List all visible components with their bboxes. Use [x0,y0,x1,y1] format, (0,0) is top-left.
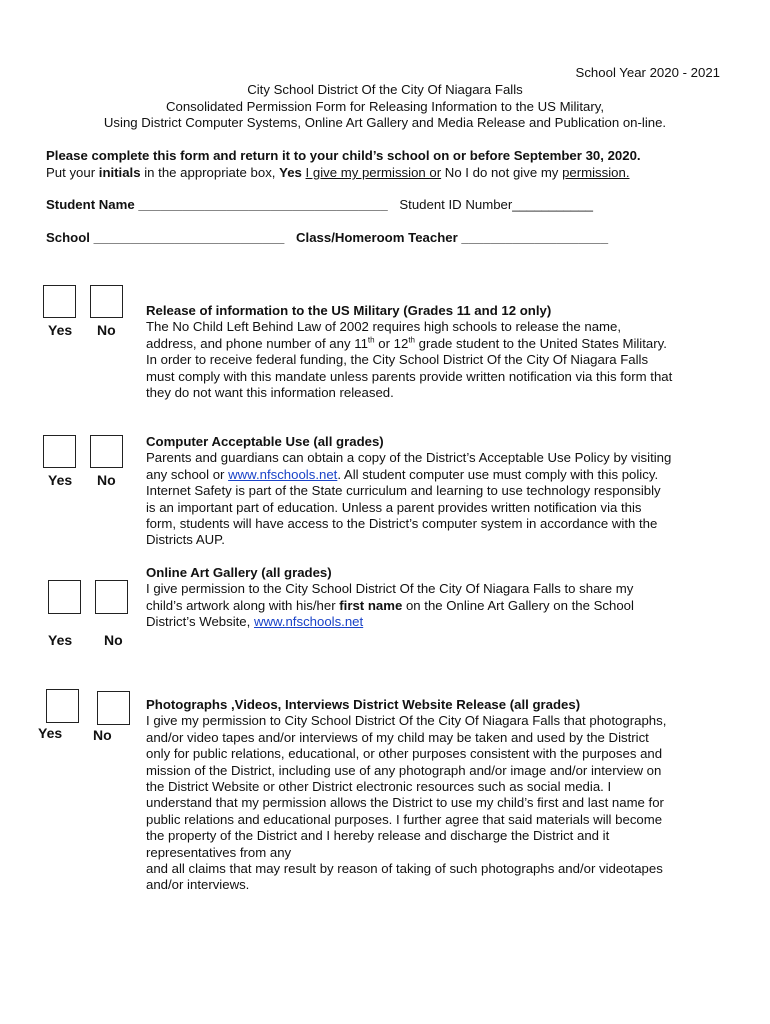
military-sup: th [408,335,415,345]
media-line: understand that my permission allows the District to use my child’s first and last name for [146,795,664,811]
art-yes-checkbox[interactable] [48,580,81,614]
media-line: public relations and educational purposes. I further agree that said materials will become [146,811,663,827]
art-yes-label: Yes [48,632,73,648]
instr-give: I give my permission or [305,165,442,180]
military-yes-label: Yes [48,322,73,338]
computer-yes-checkbox[interactable] [43,435,76,468]
military-sup: th [367,335,375,345]
art-line [146,598,716,614]
military-heading: Release of information to the US Military (Grades 11 and 12 only) [146,303,552,318]
media-yes-label: Yes [38,725,63,741]
instr-in-box: in the appropriate box, [140,165,280,180]
military-yes-checkbox[interactable] [43,285,76,318]
student-name-field[interactable]: Student Name __________________________________ [46,197,388,212]
art-text: District’s Website, [146,614,254,630]
computer-no-label: No [97,472,116,488]
art-line: I give permission to the City School District Of the City Of Niagara Falls to share my [146,581,634,597]
nfschools-link[interactable]: www.nfschools.net [253,614,364,630]
military-line [146,336,716,352]
media-line: mission of the District, including use of any photograph and/or image and/or interview on [146,762,662,778]
military-text: address, and phone number of any 11 [146,335,368,351]
computer-text: . All student computer use must comply with this policy. [337,466,659,482]
military-no-checkbox[interactable] [90,285,123,318]
form-title [0,82,770,132]
military-line: must comply with this mandate unless parents provide written notification via this form that [146,368,673,384]
military-line: they do not want this information released. [146,385,394,401]
military-section [146,303,716,401]
media-no-checkbox[interactable] [97,691,130,725]
media-line: and/or interviews. [146,877,250,893]
military-text: grade student to the United States Military. [414,335,667,351]
instr-initials: initials [98,165,141,180]
instructions [46,147,641,181]
art-heading: Online Art Gallery (all grades) [146,565,332,580]
media-line: and all claims that may result by reason of taking of such photographs and/or videotapes [146,861,663,877]
title-line-2: Consolidated Permission Form for Releasing Information to the US Military, [165,98,605,114]
art-section [146,565,716,631]
art-no-label: No [104,632,123,648]
media-line: only for public relations, educational, or other purposes consistent with the purposes and [146,746,663,762]
media-line: and/or video tapes and/or interviews of my child may be taken and used by the District [146,729,649,745]
art-text: child’s artwork along with his/her [146,597,340,613]
instr-no-text: No I do not give my [441,165,563,180]
instructions-initials [46,164,641,181]
computer-section [146,434,716,549]
computer-line: is an important part of education. Unless a parent provides written notification via this [146,499,642,515]
art-no-checkbox[interactable] [95,580,128,614]
school-field[interactable]: School __________________________ [46,230,285,245]
computer-no-checkbox[interactable] [90,435,123,468]
military-line: The No Child Left Behind Law of 2002 requires high schools to release the name, [146,319,622,335]
media-section [146,697,716,894]
nfschools-link[interactable]: www.nfschools.net [228,466,338,482]
instructions-deadline: Please complete this form and return it to your child’s school on or before September 30, 2020. [46,148,641,163]
art-text: on the Online Art Gallery on the School [402,597,634,613]
art-text-bold: first name [339,597,403,613]
media-heading: Photographs ,Videos, Interviews District Website Release (all grades) [146,697,581,712]
military-no-label: No [97,322,116,338]
instr-put-your: Put your [46,165,99,180]
media-yes-checkbox[interactable] [46,689,79,723]
computer-line: Parents and guardians can obtain a copy of the District’s Acceptable Use Policy by visiting [146,450,672,466]
title-line-1: City School District Of the City Of Niagara Falls [247,82,523,97]
media-no-label: No [93,727,112,743]
media-line: the District Website or other District electronic resources such as social media. I [146,779,612,795]
school-year: School Year 2020 - 2021 [575,65,720,80]
instr-yes: Yes [279,165,302,180]
computer-line [146,467,716,483]
military-line: In order to receive federal funding, the City School District Of the City Of Niagara Falls [146,352,649,368]
media-line: I give my permission to City School District Of the City Of Niagara Falls that photographs, [146,713,667,729]
computer-line: Internet Safety is part of the State curriculum and learning to use technology responsibly [146,483,661,499]
computer-yes-label: Yes [48,472,73,488]
teacher-field[interactable]: Class/Homeroom Teacher ____________________ [296,230,609,245]
student-id-field[interactable]: Student ID Number___________ [399,197,593,212]
military-text: or 12 [374,335,409,351]
computer-heading: Computer Acceptable Use (all grades) [146,434,384,449]
media-line: the property of the District and I hereby release and discharge the District and it [146,828,610,844]
instr-permission: permission. [562,165,630,180]
computer-line: form, students will have access to the District’s computer system in accordance with the [146,516,658,532]
title-line-3: Using District Computer Systems, Online Art Gallery and Media Release and Publication on-line. [103,115,667,130]
art-line [146,614,716,630]
computer-line: Districts AUP. [146,532,225,548]
media-line: representatives from any [146,844,292,860]
student-row [46,197,593,212]
school-row [46,230,608,245]
computer-text: any school or [146,466,229,482]
